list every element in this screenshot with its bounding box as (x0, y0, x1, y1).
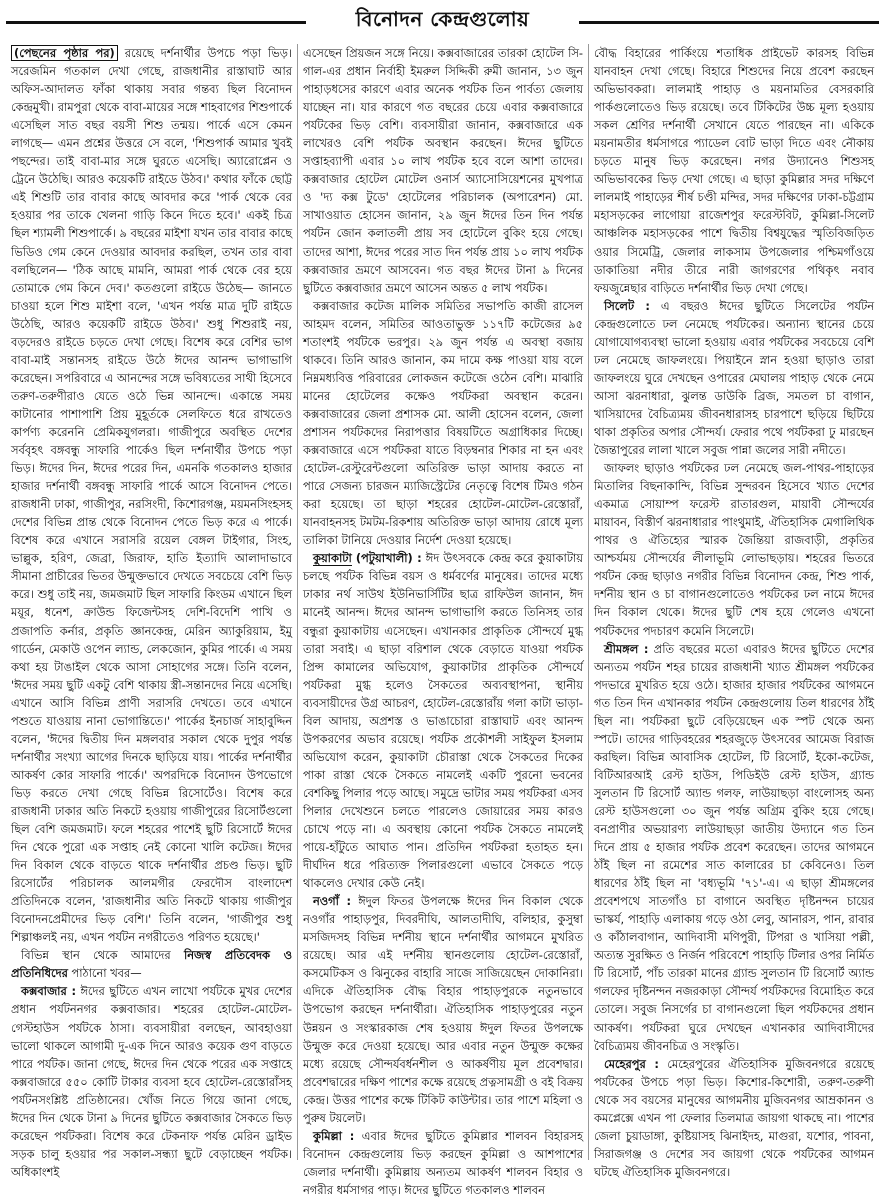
paragraph-text: বিভিন্ন স্থান থেকে আমাদের (21, 948, 184, 963)
paragraph-text: ঈদুল ফিতর উপলক্ষে ঈদের দিন বিকাল থেকে নওগাঁর পাহাড়পুর, দিবরদীঘি, আলতাদীঘি, বলিহার, কুসুম্বা মসজিদসহ বিভিন্ন দর্শনীয় স্থানে দর্শনার্থীর আগমনে মুখরিত রয়েছে। আর এই দর্শনীয় স্থানগুলোয় হোটেল-রেস্তোরাঁ, কসমেটিকস ও ঝিনুকের বাহারি সাজে সাজিয়েছেন দোকানিরা। এদিকে ঐতিহাসিক বৌদ্ধ বিহার পাহাড়পুরকে নতুনভাবে উপভোগ করছেন দর্শনার্থীরা। ঐতিহাসিক পাহাড়পুরের নতুন উন্নয়ন ও সংস্কারকাজ শেষ হওয়ায় ঈদুল ফিতর উপলক্ষে উন্মুক্ত করে দেওয়া হয়েছে। আর এবার নতুন উন্মুক্ত কক্ষের মধ্যে রয়েছে সৌন্দর্যবর্ধনশীল ও আকর্ষণীয় মূল প্রবেশদ্বার। প্রবেশদ্বারের দক্ষিণ পাশের কক্ষে রয়েছে প্রত্নসামগ্রী ও বই বিক্রয় কেন্দ্র। উত্তর পাশের কক্ষে টিকিট কাউন্টার। তার পাশে মহিলা ও পুরুষ টয়লেট। (303, 894, 583, 1125)
column-1 (6, 44, 297, 1179)
dateline-coxsbazar: কক্সবাজার : (21, 984, 77, 999)
paragraph (303, 44, 583, 297)
dateline-kuakata-sub: (পটুয়াখালী) : (355, 551, 422, 566)
paragraph-text: এবার ঈদের ছুটিতে কুমিল্লার শালবন বিহারসহ বিনোদন কেন্দ্রগুলোয় ভিড় করছেন কুমিল্লা ও আশপাশের জেলার দর্শনার্থী। কুমিল্লায় অন্যতম আকর্ষণ শালবন বিহার ও নগরীর ধর্মসাগর পাড়। ঈদের ছুটিতে গতকালও শালবন (303, 1128, 583, 1197)
reporter-credit: নিজস্ব প্রতিবেদক ও প্রতিনিধিদের (11, 948, 292, 981)
dateline-meherpur: মেহেরপুর : (604, 1056, 659, 1071)
newspaper-page (6, 4, 879, 1197)
paragraph-text: প্রতি বছরের মতো এবারও ঈদের ছুটিতে দেশের অন্যতম পর্যটন শহর চায়ের রাজধানী খ্যাত শ্রীমঙ্গল পর্যটকের পদভারে মুখরিত হয়ে ওঠে। হাজার হাজার পর্যটকের আগমনে গত তিন দিন এখানকার পর্যটন কেন্দ্রগুলোয় তিল ধারণের ঠাঁই ছিল না। পর্যটকরা ছুটে বেড়িয়েছেন এক স্পট থেকে অন্য স্পটে। তাদের গাড়িবহরের শহরজুড়ে উৎসবের আমেজ বিরাজ করছিল। বিভিন্ন আবাসিক হোটেল, টি রিসোর্ট, ইকো-কটেজ, বিটিআরআই রেস্ট হাউস, পিডিইউ রেস্ট হাউস, গ্র্যান্ড সুলতান টি রিসোর্ট অ্যান্ড গলফ, লাউয়াছড়া বাংলোসহ অন্য রেস্ট হাউসগুলো ৩০ জুন পর্যন্ত অগ্রিম বুকিং হয়ে গেছে। বনপ্রাণীর অভয়ারণ্য লাউয়াছড়া জাতীয় উদ্যানে গত তিন দিনে প্রায় ৫ হাজার পর্যটক প্রবেশ করেছেন। তাদের আগমনে ঠাঁই ছিল না রমেশের সাত কালারের চা কেবিনেও। তিল ধারণের ঠাঁই ছিল না 'বধ্যভূমি '৭১'-এ। এ ছাড়া শ্রীমঙ্গলের প্রবেশপথে সাতগাঁও চা বাগানে অবস্থিত দৃষ্টিনন্দন চায়ের ভাস্কর্য, পাহাড়ি এলাকায় গড়ে ওঠা লেবু, আনারস, পান, রাবার ও কাঁঠালবাগান, আদিবাসী মণিপুরী, টিপরা ও খাসিয়া পল্লী, অত্যন্ত সুরক্ষিত ও নির্জন পরিবেশে পাহাড়ি টিলার ওপর নির্মিত টি রিসোর্ট, পাঁচ তারকা মানের গ্র্যান্ড সুলতান টি রিসোর্ট অ্যান্ড গলফের দৃষ্টিনন্দন নজরকাড়া সৌন্দর্য পর্যটকদের বিমোহিত করে তোলে। সবুজ নিসর্গের চা বাগানগুলো ছিল পর্যটকদের প্রধান আকর্ষণ। পর্যটকরা ঘুরে দেখছেন এখানকার আদিবাসীদের বৈচিত্র্যময় জীবনচিত্র ও সংস্কৃতি। (594, 641, 874, 1053)
continued-tag: (পেছনের পৃষ্ঠার পর) (11, 45, 118, 61)
paragraph (11, 946, 292, 982)
dateline-srimangal: শ্রীমঙ্গল : (604, 641, 649, 656)
paragraph-text: ঈদের ছুটিতে এখন লাখো পর্যটকে মুখর দেশের প্রধান পর্যটননগর কক্সবাজার। শহরের হোটেল-মোটেল-গেস্টহাউস পর্যটকে ঠাসা। ব্যবসায়ীরা বলছেন, আবহাওয়া ভালো থাকলে আগামী দু-এক দিনে আরও কয়েক গুণ বাড়তে পারে পর্যটক। জানা গেছে, ঈদের দিন থেকে পরের এক সপ্তাহে কক্সবাজারে ৫৫০ কোটি টাকার ব্যবসা হবে হোটেল-রেস্তোরাঁসহ পর্যটনসংশ্লিষ্ট প্রতিষ্ঠানের। খোঁজ নিতে গিয়ে জানা গেছে, ঈদের দিন থেকে টানা ৯ দিনের ছুটিতে কক্সবাজার সৈকতে ভিড় করেছেন পর্যটকরা। বিশেষ করে টেকনাফ পর্যন্ত মেরিন ড্রাইভ সড়ক চালু হওয়ার পর সকাল-সন্ধ্যা ছুটে বেড়াচ্ছেন পর্যটক। অধিকাংশই (11, 984, 292, 1179)
paragraph (594, 297, 874, 459)
paragraph-text: মেহেরপুরের ঐতিহাসিক মুজিবনগরে রয়েছে পর্যটকের উপচে পড়া ভিড়। কিশোর-কিশোরী, তরুণ-তরুণী থেকে সব বয়সের মানুষের আগমনীয় মুজিবনগর আম্রকানন ও কমপ্লেক্সে এখন পা ফেলার তিলমাত্র জায়গা থাকছে না। পাশের জেলা চুয়াডাঙ্গা, কুষ্টিয়াসহ ঝিনাইদহ, মাগুরা, যশোর, পাবনা, সিরাজগঞ্জ ও দেশের সব জায়গা থেকে পর্যটকের আগমন ঘটছে ঐতিহাসিক মুজিবনগরে। (594, 1056, 874, 1179)
article-columns (6, 44, 879, 1197)
paragraph-text: এ বছরও ঈদের ছুটিতে সিলেটের পর্যটন কেন্দ্রগুলোতে ঢল নেমেছে পর্যটকের। অন্যান্য স্থানের চেয়ে যোগাযোগব্যবস্থা ভালো হওয়ায় এবার পর্যটকের সবচেয়ে বেশি ঢল নেমেছে জাফলংয়ে। পিয়াইনে স্নান হওয়া ছাড়াও তারা জাফলংয়ে ঘুরে দেখছেন ওপারের মেঘালয় পাহাড় থেকে নেমে আসা ঝরনাধারা, ঝুলন্ত ডাউকি ব্রিজ, সমতল চা বাগান, খাসিয়াদের বৈচিত্র্যময় জীবনধারাসহ চারপাশে ছড়িয়ে ছিটিয়ে থাকা প্রকৃতির অপার সৌন্দর্য। ফেরার পথে পর্যটকরা ঢু মারছেন জৈন্তাপুরের লালা খালে সবুজ পান্না জলের সারী নদীতে। (594, 298, 874, 458)
paragraph (11, 44, 292, 946)
paragraph-text: বৌদ্ধ বিহারের পার্কিংয়ে শতাধিক প্রাইভেট কারসহ বিভিন্ন যানবাহন দেখা গেছে। বিহারে শিশুদের নিয়ে প্রবেশ করছেন অভিভাবকরা। লালমাই পাহাড় ও ময়নামতির বেসরকারি পার্কগুলোতেও ভিড় রয়েছে। তবে টিকিটের উচ্চ মূল্য হওয়ায় সকল শ্রেণির দর্শনার্থী সেখানে যেতে পারছেন না। একিকে ময়নামতীর ধর্মসাগরে প্যাডেল বোট ভাড়া দিতে এবং নৌকায় চড়তে মানুষ ভিড় করেছেন। নগর উদ্যানেও শিশুসহ অভিভাবকের ভিড় দেখা গেছে। এ ছাড়া কুমিল্লার সদর দক্ষিণে লালমাই পাহাড়ের শীর্ষ চণ্ডী মন্দির, সদর দক্ষিণের ঢাকা-চট্টগ্রাম মহাসড়কের লাগোয়া রাজেশপুর ফরেস্টবিট, কুমিল্লা-সিলেট আঞ্চলিক মহাসড়কের পাশে দ্বিতীয় বিশ্বযুদ্ধের স্মৃতিবিজড়িত ওয়ার সিমেট্রি, জেলার লাকসাম উপজেলার পশ্চিমগাঁওয়ে ডাকাতিয়া নদীর তীরে নারী জাগরণের পথিকৃৎ নবাব ফয়জুন্নেছার বাড়িতে দর্শনার্থীর ভিড় দেখা গেছে। (594, 46, 874, 295)
paragraph (594, 459, 874, 639)
paragraph-text: কক্সবাজার কটেজ মালিক সমিতির সভাপতি কাজী রাসেল আহমদ বলেন, সমিতির আওতাভুক্ত ১১৭টি কটেজের ৯৫ শতাংশই পর্যটকে ভরপুর। ২৯ জুন পর্যন্ত এ অবস্থা বজায় থাকবে। তিনি আরও জানান, কম দামে কক্ষ পাওয়া যায় বলে নিম্নমধ্যবিত্ত পরিবারের লোকজন কটেজে ওঠেন বেশি। মাঝারি মানের হোটেলের কক্ষেও পর্যটকরা অবস্থান করেন। কক্সবাজারের জেলা প্রশাসক মো. আলী হোসেন বলেন, জেলা প্রশাসন পর্যটকদের নিরাপত্তার বিষয়টিতে অগ্রাধিকার দিচ্ছে। কক্সবাজারে এসে পর্যটকরা যাতে বিড়ম্বনার শিকার না হন এবং হোটেল-রেস্টুরেন্টগুলো অতিরিক্ত ভাড়া আদায় করতে না পারে সেজন্য চারজন ম্যাজিস্ট্রেটের নেতৃত্বে বিশেষ টিমও গঠন করা হয়েছে। তা ছাড়া শহরের হোটেল-মোটেল-রেস্তোরাঁ, যানবাহনসহ টমটম-রিকশায় অতিরিক্ত ভাড়া আদায় রোধে মূল্য তালিকা টানিয়ে দেওয়ার নির্দেশ দেওয়া হয়েছে। (303, 298, 583, 548)
paragraph (303, 549, 583, 892)
paragraph (303, 892, 583, 1127)
paragraph (11, 982, 292, 1181)
paragraph-text: পাঠানো খবর— (67, 966, 142, 981)
paragraph (303, 1127, 583, 1199)
paragraph (594, 44, 874, 297)
dateline-naogaon: নওগাঁ : (313, 894, 352, 909)
headline-row (6, 4, 879, 38)
paragraph-text: ঈদ উৎসবকে কেন্দ্র করে কুয়াকাটায় চলছে পর্যটক বিভিন্ন বয়স ও ধর্মবর্ণের মানুষের। তাদের মধ্যে ঢাকার নর্থ সাউথ ইউনিভার্সিটির ছাত্র রাফিউল জানান, ঈদ মানেই আনন্দ। ঈদের আনন্দ ভাগাভাগি করতে তিনিসহ তার বন্ধুরা কুয়াকাটায় এসেছেন। এখানকার প্রাকৃতিক সৌন্দর্যে মুগ্ধ তারা সবাই। এ ছাড়া বরিশাল থেকে বেড়াতে যাওয়া পর্যটক প্রিন্স কামালের অভিযোগ, কুয়াকাটার প্রাকৃতিক সৌন্দর্যে পর্যটকরা মুগ্ধ হলেও সৈকতের অব্যবস্থাপনা, স্থানীয় ব্যবসায়ীদের উগ্র আচরণ, হোটেল-রেস্তোরাঁয় গলা কাটা ভাড়া-বিল আদায়, অপ্রশস্ত ও ভাঙাচোরা রাস্তাঘাট এবং আনন্দ উপকরণের অভাব রয়েছে। পর্যটক প্রকৌশলী সাইফুল ইসলাম অভিযোগ করেন, কুয়াকাটা চৌরাস্তা থেকে সৈকতের দিকের পাকা রাস্তা থেকে সৈকতে নামলেই একটি পুরনো ভবনের বেশকিছু পিলার পড়ে আছে। সমুদ্রে ভাটার সময় পর্যটকরা এসব পিলার দেখেশুনে চলতে পারলেও জোয়ারের সময় কারও চোখে পড়ে না। এ অবস্থায় কোনো পর্যটক সৈকতে নামলেই পায়ে-হাঁটুতে আঘাত পান। প্রতিদিন পর্যটকরা হতাহত হন। দীর্ঘদিন ধরে পরিত্যক্ত পিলারগুলো এভাবে সৈকতে পড়ে থাকলেও দেখার কেউ নেই। (303, 551, 583, 891)
paragraph-text: এসেছেন প্রিয়জন সঙ্গে নিয়ে। কক্সবাজারের তারকা হোটেল সি-গাল-এর প্রধান নির্বাহী ইমরুল সিদ্দিকী রুমী জানান, ১৩ জুন পাহাড়ধসের কারণে এবার অনেক পর্যটক তিন পার্বত্য জেলায় যাচ্ছেন না। যার কারণে গত বছরের চেয়ে এবার কক্সবাজারে পর্যটকের ভিড় বেশি। ব্যবসায়ীরা জানান, কক্সবাজারে এক লাখেরও বেশি পর্যটক অবস্থান করছেন। ঈদের ছুটিতে সপ্তাহব্যাপী এবার ১০ লাখ পর্যটক হবে বলে আশা তাদের। কক্সবাজার হোটেল মোটেল ওনার্স অ্যাসোসিয়েশনের মুখপাত্র ও 'দ্য কক্স টুডে' হোটেলের পরিচালক (অপারেশন) মো. সাখাওয়াত হোসেন জানান, ২৯ জুন ঈদের তিন দিন পর্যন্ত পর্যটন জোন কলাতলী প্রায় সব হোটেলে বুকিং হয়ে গেছে। তাদের আশা, ঈদের পরের সাত দিন পর্যন্ত প্রায় ১০ লাখ পর্যটক কক্সবাজার ভ্রমণে আসবেন। গত বছর ঈদের টানা ৯ দিনের ছুটিতে কক্সবাজার ভ্রমণে আসেন অন্তত ৫ লাখ পর্যটক। (303, 46, 583, 295)
dateline-kuakata: কুয়াকাটা (313, 551, 352, 566)
paragraph (594, 640, 874, 1055)
paragraph-text: জাফলং ছাড়াও পর্যটকের ঢল নেমেছে জল-পাথর-পাহাড়ের মিতালির বিছনাকান্দি, বিভিন্ন সুন্দরবন হিসেবে খ্যাত দেশের একমাত্র সোয়াম্প ফরেস্ট রাতারগুল, মায়াবী সৌন্দর্যের মায়াবন, বিস্তীর্ণ ঝরনাধারার পাংথুমাই, ঐতিহাসিক মেগালিথিক পাথর ও ঐতিহ্যের স্মারক জৈন্তিয়া রাজবাড়ী, প্রকৃতির আশ্চর্যময় সৌন্দর্যের লীলাভূমি লোভাছড়ায়। শহরের ভিতরে পর্যটন কেন্দ্র ছাড়াও নগরীর বিভিন্ন বিনোদন কেন্দ্র, শিশু পার্ক, দর্শনীয় স্থান ও চা বাগানগুলোতেও পর্যটকের ঢল নামে ঈদের দিন বিকাল থেকে। ঈদের ছুটি শেষ হয়ে গেলেও এখনো পর্যটকদের পদচারণ কমেনি সিলেটে। (594, 461, 874, 638)
paragraph (303, 297, 583, 550)
dateline-sylhet: সিলেট : (604, 298, 650, 313)
dateline-comilla: কুমিল্লা : (313, 1128, 355, 1143)
column-3 (588, 44, 879, 1179)
column-2 (297, 44, 588, 1197)
paragraph (594, 1055, 874, 1181)
article-headline: বিনোদন কেন্দ্রগুলোয় (346, 5, 540, 38)
paragraph-text: রয়েছে দর্শনার্থীর উপচে পড়া ভিড়। সরেজমিন গতকাল দেখা গেছে, রাজধানীর রাস্তাঘাট আর অফিস-আদালত ফাঁকা থাকায় সবার গন্তব্য ছিল বিনোদন কেন্দ্রমুখী। রামপুরা থেকে বাবা-মায়ের সঙ্গে শাহবাগের শিশুপার্কে এসেছিল সাত বছর বয়সী শিশু তন্ময়। পার্কে এসে কেমন লাগছে— এমন প্রশ্নের উত্তরে সে বলে, 'শিশুপার্ক আমার খুবই পছন্দের। তাই বাবা-মার সঙ্গে ঘুরতে এসেছি। অ্যারোপ্লেন ও ট্রেনে উঠেছি। আরও কয়েকটি রাইডে উঠব।' কথার ফাঁকে ছোট্ট এই শিশুটি তার বাবার কাছে আবদার করে 'পার্ক থেকে বের হওয়ার পর তাকে খেলনা গাড়ি কিনে দিতে হবে।' একই চিত্র ছিল শ্যামলী শিশুপার্কে। ৯ বছরের মাইশা যখন তার বাবার কাছে ভিডিও গেম কেনে দেওয়ার আবদার করছিল, তখন তার বাবা বলছিলেন— 'ঠিক আছে মামনি, আমরা পার্ক থেকে বের হয়ে তোমাকে গেম কিনে দেব।' কতগুলো রাইডে উঠেছ— জানতে চাওয়া হলে শিশু মাইশা বলে, 'এখন পর্যন্ত মাত্র দুটি রাইডে উঠেছি, আরও কয়েকটি রাইডে উঠব।' শুধু শিশুরাই নয়, বড়দেরও রাইডে চড়তে দেখা গেছে। বিশেষ করে বেশির ভাগ বাবা-মাই সন্তানসহ রাইডে উঠে ঈদের আনন্দ ভাগাভাগি করেছেন। সপরিবারে এ আনন্দের সঙ্গে ভবিষ্যতের সাথী হিসেবে তরুণ-তরুণীরাও যেতে ওঠে ভিন্ন আনন্দে। একান্তে সময় কাটানোর পাশাপাশি প্রিয় মুহূর্তকে সেলফিতে ধরে রাখতেও কার্পণ্য করেননি প্রেমিকযুগলরা। গাজীপুরে অবস্থিত দেশের সর্ববৃহৎ বঙ্গবন্ধু সাফারি পার্কেও ছিল দর্শনার্থীর উপচে পড়া ভিড়। ঈদের দিন, ঈদের পরের দিন, এমনকি গতকালও হাজার হাজার দর্শনার্থী বঙ্গবন্ধু সাফারি পার্কে আসে বিনোদন পেতে। রাজধানী ঢাকা, গাজীপুর, নরসিংদী, কিশোরগঞ্জ, ময়মনসিংহসহ দেশের বিভিন্ন প্রান্ত থেকে বিনোদন পেতে ভিড় করে এ পার্কে। বিশেষ করে এখানে সরাসরি রয়েল বেঙ্গল টাইগার, সিংহ, ভাল্লুক, হরিণ, জেব্রা, জিরাফ, হাতি ইত্যাদি আলাদাভাবে সীমানা প্রাচীরের ভিতর উন্মুক্তভাবে দেখতে সবচেয়ে বেশি ভিড় করে। শুধু তাই নয়, জমজমাট ছিল সাফারি কিংডম এখানে ছিল ময়ূর, ধনেশ, ক্রাউন্ড ফিজেন্টসহ দেশি-বিদেশি পাখি ও প্রজাপতি কর্নার, প্রকৃতি জ্ঞানকেন্দ্র, মেরিন অ্যাকুরিয়াম, ইমু গার্ডেন, মেকাউ ওপেন ল্যান্ড, লেকজোন, কুমির পার্কে। এ সময় কথা হয় টাঙাইল থেকে আসা সোহাগের সঙ্গে। তিনি বলেন, 'ঈদের সময় ছুটি একটু বেশি থাকায় স্ত্রী-সন্তানদের নিয়ে এসেছি। এখানে আসি বিভিন্ন প্রাণী সরাসরি দেখতে। তবে এখানে পশুতে যাওয়ায় নানা ভোগান্তিতে।' পার্কের ইনচার্জ সাহাবুদ্দিন বলেন, 'ঈদের দ্বিতীয় দিন মঙ্গলবার সকাল থেকে দুপুর পর্যন্ত দর্শনার্থীর সংখ্যা আগের দিনকে ছাড়িয়ে যায়। পার্কের দর্শনার্থীর আকর্ষণ কোর সাফারি পার্কে।' অপরদিকে বিনোদন উপভোগে ভিড় করতে দেখা গেছে বিভিন্ন রিসোর্টেও। বিশেষ করে রাজধানী ঢাকার অতি নিকটে হওয়ায় গাজীপুরের রিসোর্টগুলো ছিল বেশি জমজমাট। ফলে শহরের পাশেই ছুটি রিসোর্টে ঈদের দিন থেকে পুরো এক সপ্তাহ নেই কোনো খালি কটেজ। ঈদের দিন বিকাল থেকে বাড়তে থাকে দর্শনার্থীর প্রচণ্ড ভিড়। ছুটি রিসোর্টের পরিচালক আলমগীর ফেরদৌস বাংলাদেশ প্রতিদিনকে বলেন, 'রাজধানীর অতি নিকটে থাকায় গাজীপুর বিনোদনপ্রেমীদের ভিড় বেশি।' তিনি বলেন, 'গাজীপুর শুধু শিল্পাঞ্চলই নয়, এখন পর্যটন নগরীতেও পরিণত হয়েছে।' (11, 46, 292, 945)
